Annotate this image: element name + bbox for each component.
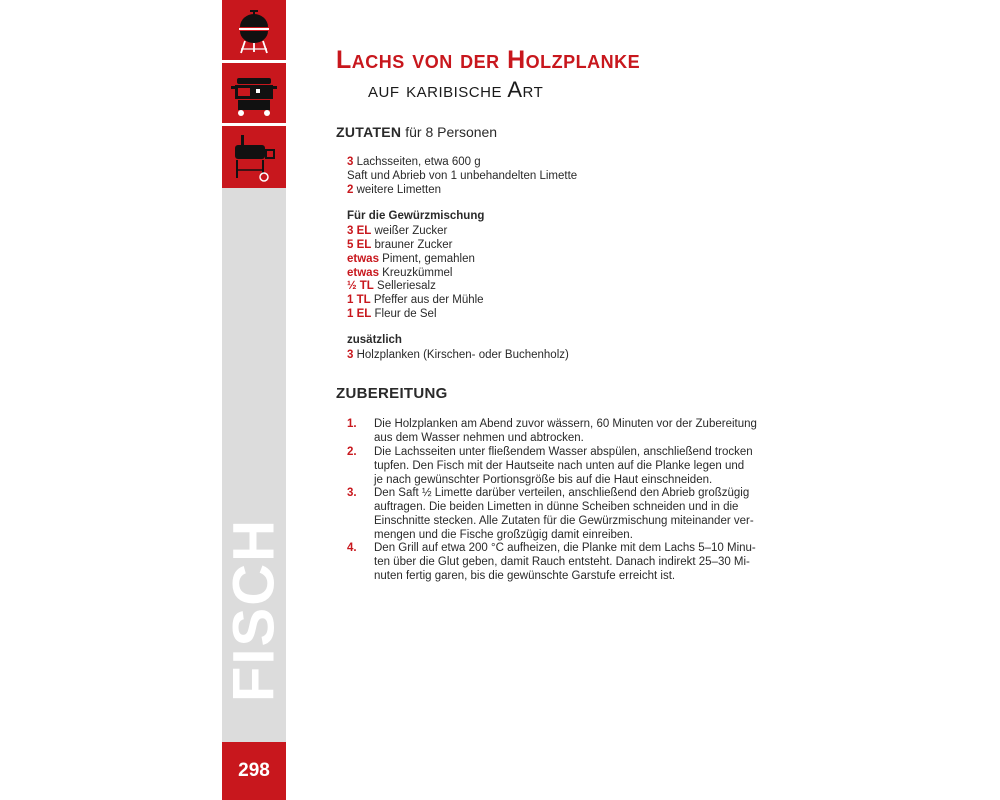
- ingredient-item: etwas Kreuzkümmel: [347, 267, 453, 279]
- smoker-grill-icon: [222, 126, 286, 188]
- extra-heading: zusätzlich: [347, 334, 402, 346]
- ingredient-item: 1 EL Fleur de Sel: [347, 308, 437, 320]
- ingredient-item: 3 Holzplanken (Kirschen- oder Buchenholz): [347, 349, 569, 361]
- step-number: 3.: [347, 487, 357, 499]
- ingredient-item: 3 Lachsseiten, etwa 600 g: [347, 156, 481, 168]
- step-text: Die Holzplanken am Abend zuvor wässern, 60 Minuten vor der Zubereitung aus dem Wasser nehmen und abtrocken.: [374, 418, 757, 444]
- ingredient-item: Saft und Abrieb von 1 unbehandelten Limette: [347, 170, 578, 182]
- ingredients-heading: [336, 124, 497, 140]
- recipe-subtitle: auf karibische Art: [368, 77, 544, 102]
- kettle-grill-icon: [222, 0, 286, 60]
- ingredient-item: ½ TL Selleriesalz: [347, 280, 436, 292]
- step-text: Die Lachsseiten unter fließendem Wasser abspülen, anschließend trocken tupfen. Den Fisch mit der Hautseite nach unten auf die Planke legen und je nach gewünschter Portionsgröße bis auf die Haut einschneiden.: [374, 446, 753, 486]
- step-text: Den Grill auf etwa 200 °C aufheizen, die Planke mit dem Lachs 5–10 Minu- ten über die Glut geben, damit Rauch entsteht. Danach indirekt 25–30 Mi- nuten fertig garen, bis die gewünschte Garstufe erreicht ist.: [374, 542, 756, 582]
- servings-text: für 8 Personen: [405, 124, 498, 140]
- ingredient-item: etwas Piment, gemahlen: [347, 253, 475, 265]
- ingredient-item: 5 EL brauner Zucker: [347, 239, 453, 251]
- step-text: Den Saft ½ Limette darüber verteilen, anschließend den Abrieb großzügig auftragen. Die beiden Limetten in dünne Scheiben schneiden und in die Einschnitte stecken. Alle Zutaten für die Gewürzmischung miteinander ver- mengen und die Fische großzügig damit einreiben.: [374, 487, 754, 541]
- ingredient-item: 2 weitere Limetten: [347, 184, 441, 196]
- spice-heading: Für die Gewürzmischung: [347, 210, 485, 222]
- step-number: 4.: [347, 542, 357, 554]
- ingredient-item: 1 TL Pfeffer aus der Mühle: [347, 294, 484, 306]
- preparation-heading: ZUBEREITUNG: [336, 385, 448, 402]
- ingredients-heading-label: ZUTATEN: [336, 124, 402, 140]
- step-number: 1.: [347, 418, 357, 430]
- category-label: FISCH: [221, 518, 287, 702]
- step-number: 2.: [347, 446, 357, 458]
- recipe-title: Lachs von der Holzplanke: [336, 46, 641, 74]
- ingredient-item: 3 EL weißer Zucker: [347, 225, 448, 237]
- gas-grill-icon: [222, 63, 286, 123]
- page-number: 298: [222, 742, 286, 800]
- sidebar: [222, 0, 286, 800]
